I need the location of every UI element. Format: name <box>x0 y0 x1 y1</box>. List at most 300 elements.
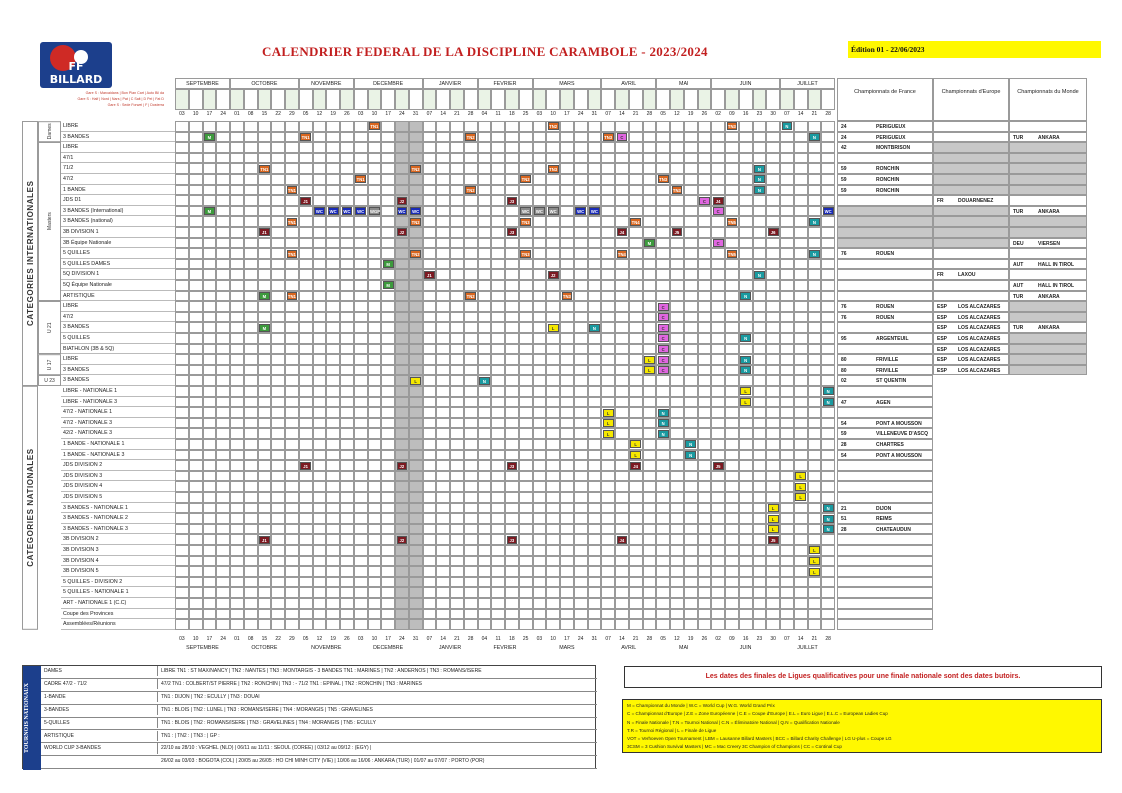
grid-cell <box>533 503 547 514</box>
france-championship-cell <box>837 407 933 418</box>
grid-cell <box>340 163 354 174</box>
grid-cell <box>354 471 368 482</box>
grid-cell <box>574 375 588 386</box>
grid-cell <box>560 365 574 376</box>
row-label: 3 BANDES - NATIONALE 3 <box>61 524 175 535</box>
day-number: 16 <box>742 111 749 117</box>
grid-cell <box>354 534 368 545</box>
grid-cell <box>436 312 450 323</box>
grid-cell <box>381 248 395 259</box>
grid-cell <box>340 587 354 598</box>
grid-cell <box>395 577 409 588</box>
grid-cell <box>629 259 643 270</box>
grid-cell <box>244 269 258 280</box>
grid-cell <box>491 280 505 291</box>
month-header: JUILLET <box>780 78 835 89</box>
grid-cell <box>794 227 808 238</box>
day-number: 28 <box>467 111 474 117</box>
grid-cell <box>670 365 684 376</box>
grid-cell <box>588 503 602 514</box>
grid-cell <box>395 248 409 259</box>
grid-cell <box>794 280 808 291</box>
grid-cell <box>725 142 739 153</box>
grid-cell <box>354 513 368 524</box>
grid-cell <box>313 513 327 524</box>
grid-cell <box>629 322 643 333</box>
row-label: LIBRE <box>61 121 175 132</box>
grid-cell <box>299 142 313 153</box>
grid-cell <box>739 195 753 206</box>
grid-cell <box>588 132 602 143</box>
grid-cell <box>821 481 835 492</box>
week-band <box>629 89 643 110</box>
europe-championship-cell: ESP LOS ALCAZARES <box>933 344 1009 355</box>
grid-cell <box>725 153 739 164</box>
grid-cell <box>615 312 629 323</box>
grid-cell <box>725 587 739 598</box>
grid-cell <box>313 174 327 185</box>
grid-cell <box>711 386 725 397</box>
tournament-discipline: DAMES <box>41 666 158 676</box>
grid-cell <box>821 566 835 577</box>
grid-cell <box>354 195 368 206</box>
grid-cell <box>491 418 505 429</box>
grid-cell <box>725 291 739 302</box>
grid-cell <box>684 269 698 280</box>
grid-cell <box>285 534 299 545</box>
grid-cell <box>821 450 835 461</box>
grid-cell <box>588 609 602 620</box>
grid-cell <box>395 503 409 514</box>
grid-cell <box>189 238 203 249</box>
grid-cell <box>230 428 244 439</box>
grid-cell <box>601 121 615 132</box>
championship-header: Championnats d'Europe <box>933 78 1009 121</box>
event-marker: J4 <box>617 228 628 236</box>
grid-cell <box>505 587 519 598</box>
grid-cell <box>560 216 574 227</box>
france-championship-cell <box>837 534 933 545</box>
grid-cell <box>381 291 395 302</box>
grid-cell <box>519 513 533 524</box>
grid-cell <box>285 333 299 344</box>
event-marker: WC <box>590 209 598 215</box>
grid-cell <box>698 227 712 238</box>
grid-cell <box>684 354 698 365</box>
grid-cell <box>615 185 629 196</box>
grid-cell <box>574 291 588 302</box>
grid-cell <box>203 227 217 238</box>
grid-cell <box>739 566 753 577</box>
grid-cell <box>684 503 698 514</box>
grid-cell <box>615 609 629 620</box>
grid-cell <box>326 185 340 196</box>
grid-cell <box>203 460 217 471</box>
world-championship-cell <box>1009 333 1087 344</box>
grid-cell <box>368 344 382 355</box>
grid-cell <box>698 598 712 609</box>
grid-cell <box>766 333 780 344</box>
grid-cell <box>478 471 492 482</box>
grid-cell <box>519 291 533 302</box>
grid-cell <box>216 227 230 238</box>
grid-cell <box>450 619 464 630</box>
day-number: 26 <box>344 111 350 117</box>
grid-cell <box>436 524 450 535</box>
europe-championship-cell <box>933 216 1009 227</box>
grid-cell <box>519 312 533 323</box>
grid-cell <box>436 121 450 132</box>
day-number: 14 <box>440 111 446 117</box>
grid-cell <box>216 163 230 174</box>
grid-cell <box>629 386 643 397</box>
grid-cell <box>601 238 615 249</box>
grid-cell <box>753 132 767 143</box>
grid-cell <box>739 174 753 185</box>
grid-cell <box>643 322 657 333</box>
europe-championship-cell <box>933 206 1009 217</box>
grid-cell <box>533 513 547 524</box>
day-number-bottom: 28 <box>467 636 474 642</box>
grid-cell <box>230 513 244 524</box>
grid-cell <box>395 269 409 280</box>
row-label: 3 BANDES <box>61 375 175 386</box>
grid-cell <box>450 248 464 259</box>
day-number-bottom: 31 <box>591 636 598 642</box>
grid-cell <box>588 216 602 227</box>
grid-cell <box>175 513 189 524</box>
grid-cell <box>299 322 313 333</box>
event-marker: J1 <box>259 228 270 236</box>
day-number: 31 <box>412 111 419 117</box>
grid-cell <box>395 153 409 164</box>
grid-cell <box>601 545 615 556</box>
grid-cell <box>560 280 574 291</box>
grid-cell <box>821 163 835 174</box>
grid-cell <box>588 587 602 598</box>
grid-cell <box>189 269 203 280</box>
grid-cell <box>766 365 780 376</box>
grid-cell <box>670 354 684 365</box>
week-band <box>491 89 505 110</box>
grid-cell <box>533 587 547 598</box>
month-header-bottom: SEPTEMBRE <box>186 645 219 651</box>
grid-cell <box>340 566 354 577</box>
grid-cell <box>189 248 203 259</box>
grid-cell <box>808 301 822 312</box>
grid-cell <box>491 386 505 397</box>
grid-cell <box>574 238 588 249</box>
event-marker: C <box>713 239 724 247</box>
grid-cell <box>739 375 753 386</box>
grid-cell <box>753 354 767 365</box>
event-marker: J2 <box>548 271 559 279</box>
grid-cell <box>340 216 354 227</box>
grid-cell <box>395 450 409 461</box>
grid-cell <box>574 418 588 429</box>
grid-cell <box>436 386 450 397</box>
grid-cell <box>505 450 519 461</box>
grid-cell <box>175 163 189 174</box>
grid-cell <box>189 227 203 238</box>
grid-cell <box>285 492 299 503</box>
grid-cell <box>821 344 835 355</box>
week-band <box>464 89 478 110</box>
day-number-bottom: 30 <box>770 636 776 642</box>
grid-cell <box>326 439 340 450</box>
day-number-bottom: 23 <box>756 636 763 642</box>
grid-cell <box>285 460 299 471</box>
grid-cell <box>519 322 533 333</box>
grid-cell <box>381 492 395 503</box>
grid-cell <box>808 238 822 249</box>
day-number-bottom: 15 <box>261 636 268 642</box>
france-championship-cell <box>837 195 933 206</box>
day-number-bottom: 19 <box>687 636 694 642</box>
grid-cell <box>794 269 808 280</box>
grid-cell <box>230 227 244 238</box>
row-label: JDS DIVISION 4 <box>61 481 175 492</box>
grid-cell <box>601 206 615 217</box>
grid-cell <box>739 418 753 429</box>
grid-cell <box>299 556 313 567</box>
grid-cell <box>629 481 643 492</box>
grid-cell <box>808 174 822 185</box>
grid-cell <box>519 121 533 132</box>
grid-cell <box>821 587 835 598</box>
grid-cell <box>313 132 327 143</box>
tournament-discipline: WORLD CUP 3-BANDES <box>41 743 158 753</box>
grid-cell <box>711 471 725 482</box>
grid-cell <box>285 471 299 482</box>
grid-cell <box>505 545 519 556</box>
grid-cell <box>808 195 822 206</box>
week-band <box>725 89 739 110</box>
grid-cell <box>409 566 423 577</box>
grid-cell <box>395 545 409 556</box>
row-label: 71/2 <box>61 163 175 174</box>
grid-cell <box>271 439 285 450</box>
grid-cell <box>258 609 272 620</box>
grid-cell <box>464 238 478 249</box>
event-marker: WC <box>522 209 530 215</box>
grid-cell <box>285 503 299 514</box>
tournament-row <box>41 743 597 756</box>
event-marker: TN1 <box>301 134 310 140</box>
edition-badge: Édition 01 - 22/06/2023 <box>848 41 1101 58</box>
event-marker: TN3 <box>672 187 681 193</box>
grid-cell <box>464 386 478 397</box>
grid-cell <box>299 333 313 344</box>
grid-cell <box>271 280 285 291</box>
grid-cell <box>643 333 657 344</box>
event-marker: TN3 <box>521 219 530 225</box>
event-marker: WC <box>315 209 323 215</box>
grid-cell <box>780 545 794 556</box>
grid-cell <box>780 428 794 439</box>
grid-cell <box>230 142 244 153</box>
event-marker: N <box>479 377 490 385</box>
grid-cell <box>725 227 739 238</box>
grid-cell <box>725 619 739 630</box>
grid-cell <box>326 460 340 471</box>
day-number: 03 <box>179 111 185 117</box>
grid-cell <box>711 577 725 588</box>
grid-cell <box>601 248 615 259</box>
grid-cell <box>423 428 437 439</box>
grid-cell <box>533 269 547 280</box>
grid-cell <box>368 153 382 164</box>
grid-cell <box>698 280 712 291</box>
grid-cell <box>725 609 739 620</box>
event-marker: L <box>644 366 655 374</box>
grid-cell <box>299 238 313 249</box>
tournament-venues: TN1 : | TN2 : | TN3 : | GP : <box>161 732 220 739</box>
grid-cell <box>326 545 340 556</box>
event-marker: J2 <box>397 228 408 236</box>
grid-cell <box>491 174 505 185</box>
grid-cell <box>753 587 767 598</box>
grid-cell <box>533 333 547 344</box>
world-championship-cell <box>1009 227 1087 238</box>
day-number: 17 <box>564 111 570 117</box>
grid-cell <box>491 428 505 439</box>
grid-cell <box>409 238 423 249</box>
grid-cell <box>423 513 437 524</box>
grid-cell <box>643 132 657 143</box>
day-number-bottom: 28 <box>825 636 831 642</box>
grid-cell <box>230 609 244 620</box>
grid-cell <box>725 545 739 556</box>
grid-cell <box>381 142 395 153</box>
grid-cell <box>711 312 725 323</box>
grid-cell <box>794 460 808 471</box>
france-championship-cell: 47 AGEN <box>837 397 933 408</box>
grid-cell <box>794 238 808 249</box>
grid-cell <box>491 619 505 630</box>
grid-cell <box>643 142 657 153</box>
grid-cell <box>409 301 423 312</box>
grid-cell <box>821 418 835 429</box>
event-marker: C <box>658 345 669 353</box>
grid-cell <box>794 534 808 545</box>
grid-cell <box>313 481 327 492</box>
grid-cell <box>326 397 340 408</box>
grid-cell <box>739 513 753 524</box>
grid-cell <box>271 619 285 630</box>
grid-cell <box>519 407 533 418</box>
day-number-bottom: 14 <box>619 636 625 642</box>
france-championship-cell: 28 CHARTRES <box>837 439 933 450</box>
day-number-bottom: 03 <box>536 636 543 642</box>
day-number-bottom: 31 <box>412 636 419 642</box>
grid-cell <box>436 397 450 408</box>
grid-cell <box>546 259 560 270</box>
grid-cell <box>285 301 299 312</box>
grid-cell <box>244 439 258 450</box>
world-championship-cell <box>1009 174 1087 185</box>
grid-cell <box>340 322 354 333</box>
week-band <box>753 89 767 110</box>
grid-cell <box>354 153 368 164</box>
grid-cell <box>588 280 602 291</box>
grid-cell <box>519 481 533 492</box>
grid-cell <box>601 344 615 355</box>
grid-cell <box>684 587 698 598</box>
grid-cell <box>230 460 244 471</box>
grid-cell <box>175 545 189 556</box>
grid-cell <box>698 513 712 524</box>
grid-cell <box>766 428 780 439</box>
day-number-bottom: 12 <box>316 636 323 642</box>
grid-cell <box>381 481 395 492</box>
grid-cell <box>381 174 395 185</box>
week-band <box>175 89 189 110</box>
week-band <box>698 89 712 110</box>
grid-cell <box>656 206 670 217</box>
event-marker: TN2 <box>549 124 558 130</box>
grid-cell <box>753 238 767 249</box>
grid-cell <box>808 407 822 418</box>
grid-cell <box>505 322 519 333</box>
grid-cell <box>450 195 464 206</box>
row-label: ARTISTIQUE <box>61 291 175 302</box>
grid-cell <box>203 174 217 185</box>
grid-cell <box>478 301 492 312</box>
grid-cell <box>643 492 657 503</box>
grid-cell <box>189 481 203 492</box>
grid-cell <box>574 195 588 206</box>
row-label: LIBRE - NATIONALE 1 <box>61 386 175 397</box>
grid-cell <box>175 534 189 545</box>
event-marker: L <box>644 356 655 364</box>
grid-cell <box>340 439 354 450</box>
grid-cell <box>643 450 657 461</box>
grid-cell <box>574 259 588 270</box>
grid-cell <box>450 439 464 450</box>
grid-cell <box>601 163 615 174</box>
grid-cell <box>615 291 629 302</box>
grid-cell <box>340 280 354 291</box>
grid-cell <box>711 492 725 503</box>
grid-cell <box>189 566 203 577</box>
grid-cell <box>189 301 203 312</box>
grid-cell <box>381 503 395 514</box>
grid-cell <box>629 598 643 609</box>
grid-cell <box>423 365 437 376</box>
grid-cell <box>216 524 230 535</box>
grid-cell <box>491 301 505 312</box>
france-championship-cell <box>837 492 933 503</box>
event-marker: TN5 <box>727 219 736 225</box>
grid-cell <box>368 428 382 439</box>
grid-cell <box>753 333 767 344</box>
grid-cell <box>698 132 712 143</box>
grid-cell <box>244 312 258 323</box>
grid-cell <box>450 344 464 355</box>
grid-cell <box>780 206 794 217</box>
month-header: JUIN <box>711 78 780 89</box>
grid-cell <box>753 386 767 397</box>
week-band <box>299 89 313 110</box>
grid-cell <box>505 259 519 270</box>
grid-cell <box>739 534 753 545</box>
grid-cell <box>780 280 794 291</box>
grid-cell <box>505 524 519 535</box>
grid-cell <box>368 291 382 302</box>
event-marker: J1 <box>424 271 435 279</box>
grid-cell <box>340 503 354 514</box>
